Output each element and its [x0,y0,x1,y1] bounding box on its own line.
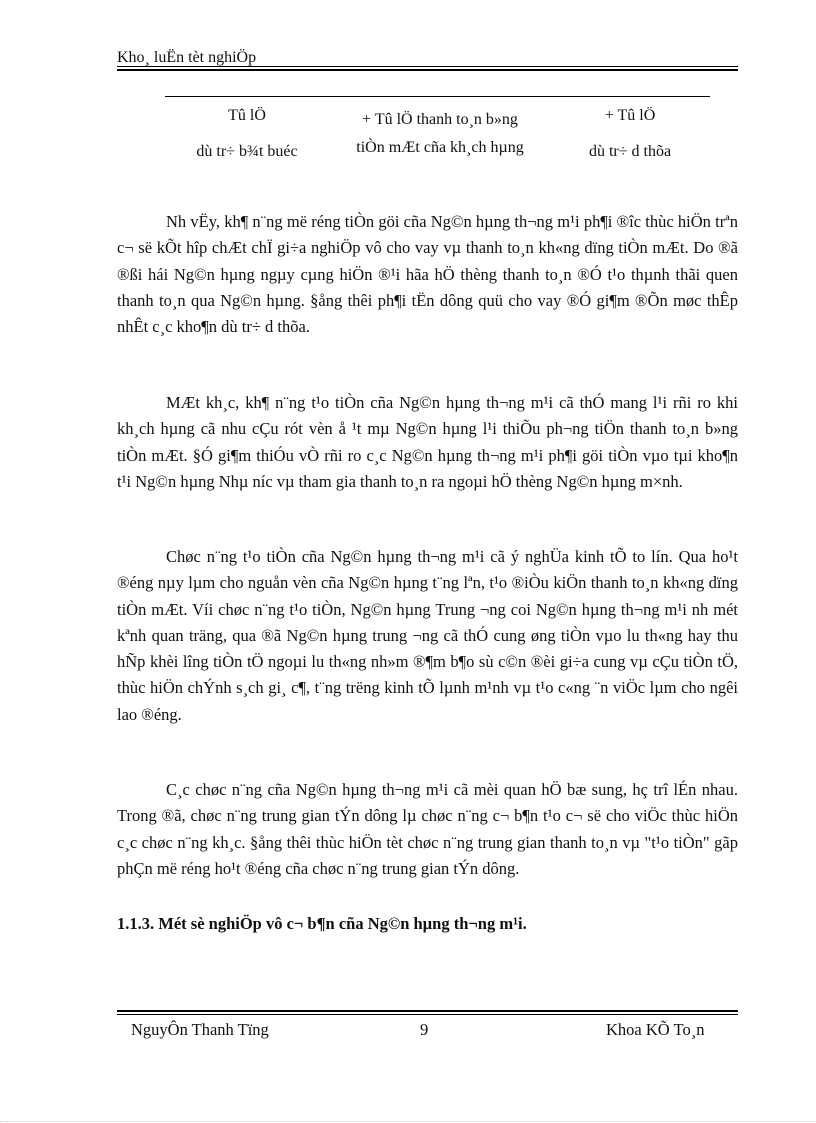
footer-rule-thick [117,1010,738,1012]
diagram-col2-line1: + Tû lÖ thanh to¸n b»ng [362,111,518,128]
paragraph-1: Nh vËy, kh¶ n¨ng më réng tiÒn göi cña Ng©n hµng th¬ng m¹i ph¶i ®îc thùc hiÖn trªn c¬ së kÕt hîp chÆt chÏ gi÷a nghiÖp vô cho vay vµ thanh to¸n kh«ng dïng tiÒn mÆt. Do ®ã ®ßi hái Ng©n hµng ngµy cµng hiÖn ®¹i hãa hÖ thèng thanh to¸n ®Ó t¹o thµnh thãi quen thanh to¸n qua Ng©n hµng. §ång thêi ph¶i tËn dông quü cho vay ®Ó gi¶m ®Õn møc thÊp nhÊt c¸c kho¶n dù tr÷ d thõa. [117,212,738,337]
footer-page-number: 9 [420,1020,429,1039]
paragraph-4: C¸c chøc n¨ng cña Ng©n hµng th¬ng m¹i cã mèi quan hÖ bæ sung, hç trî lÉn nhau. Trong ®ã, chøc n¨ng trung gian tÝn dông lµ chøc n¨ng c¬ b¶n t¹o c¬ së cho viÖc thùc hiÖn c¸c chøc n¨ng kh¸c. §ång thêi thùc hiÖn tèt chøc n¨ng trung gian thanh to¸n vµ "t¹o tiÒn" gãp phÇn më réng ho¹t ®éng cña chøc n¨ng trung gian tÝn dông. [117,780,738,878]
header-rule-thick [117,69,738,71]
footer-department: Khoa KÕ To¸n [606,1020,705,1039]
footer-rule-thin [117,1014,738,1015]
diagram-col2-line2: tiÒn mÆt cña kh¸ch hµng [356,139,524,156]
header-title: Kho¸ luËn tèt nghiÖp [117,49,257,66]
footer-author: NguyÔn Thanh Tïng [131,1020,269,1039]
paragraph-3: Chøc n¨ng t¹o tiÒn cña Ng©n hµng th¬ng m¹i cã ý nghÜa kinh tÕ to lín. Qua ho¹t ®éng nµy lµm cho nguån vèn cña Ng©n hµng t¨ng lªn, t¹o ®iÒu kiÖn thanh to¸n kh«ng dïng tiÒn mÆt. Víi chøc n¨ng t¹o tiÒn, Ng©n hµng Trung ¬ng coi Ng©n hµng th¬ng m¹i nh mét kªnh quan träng, qua ®ã Ng©n hµng trung ¬ng cã thÓ cung øng tiÒn vµo lu th«ng hay thu hÑp khèi lîng tiÒn tÖ ngoµi lu th«ng nh»m ®¶m b¶o sù c©n ®èi gi÷a cung vµ cÇu tiÒn tÖ, thùc hiÖn chÝnh s¸ch gi¸ c¶, t¨ng trëng kinh tÕ lµnh m¹nh vµ t¹o c«ng ¨n viÖc lµm cho ngêi lao ®éng. [117,547,738,724]
diagram-top-line [165,96,710,97]
page-bottom-dotted-line [0,1121,816,1122]
diagram-col3-line2: dù tr÷ d thõa [588,143,672,160]
diagram-col3-line1: + Tû lÖ [604,107,656,124]
diagram-col1-line1: Tû lÖ [228,107,266,124]
diagram-col1-line2: dù tr÷ b¾t buéc [196,143,298,160]
section-heading: 1.1.3. Mét sè nghiÖp vô c¬ b¶n cña Ng©n hµng th¬ng m¹i. [117,914,527,933]
header-rule-thin [117,66,738,67]
paragraph-2: MÆt kh¸c, kh¶ n¨ng t¹o tiÒn cña Ng©n hµng th¬ng m¹i cã thÓ mang l¹i rñi ro khi kh¸ch hµng cã nhu cÇu rót vèn å ¹t mµ Ng©n hµng l¹i thiÕu ph¬ng tiÖn thanh to¸n b»ng tiÒn mÆt. §Ó gi¶m thiÓu vÒ rñi ro c¸c Ng©n hµng th¬ng m¹i ph¶i göi tiÒn vµo tµi kho¶n t¹i Ng©n hµng Nhµ níc vµ tham gia thanh to¸n ra ngoµi hÖ thèng Ng©n hµng m×nh. [117,393,738,491]
